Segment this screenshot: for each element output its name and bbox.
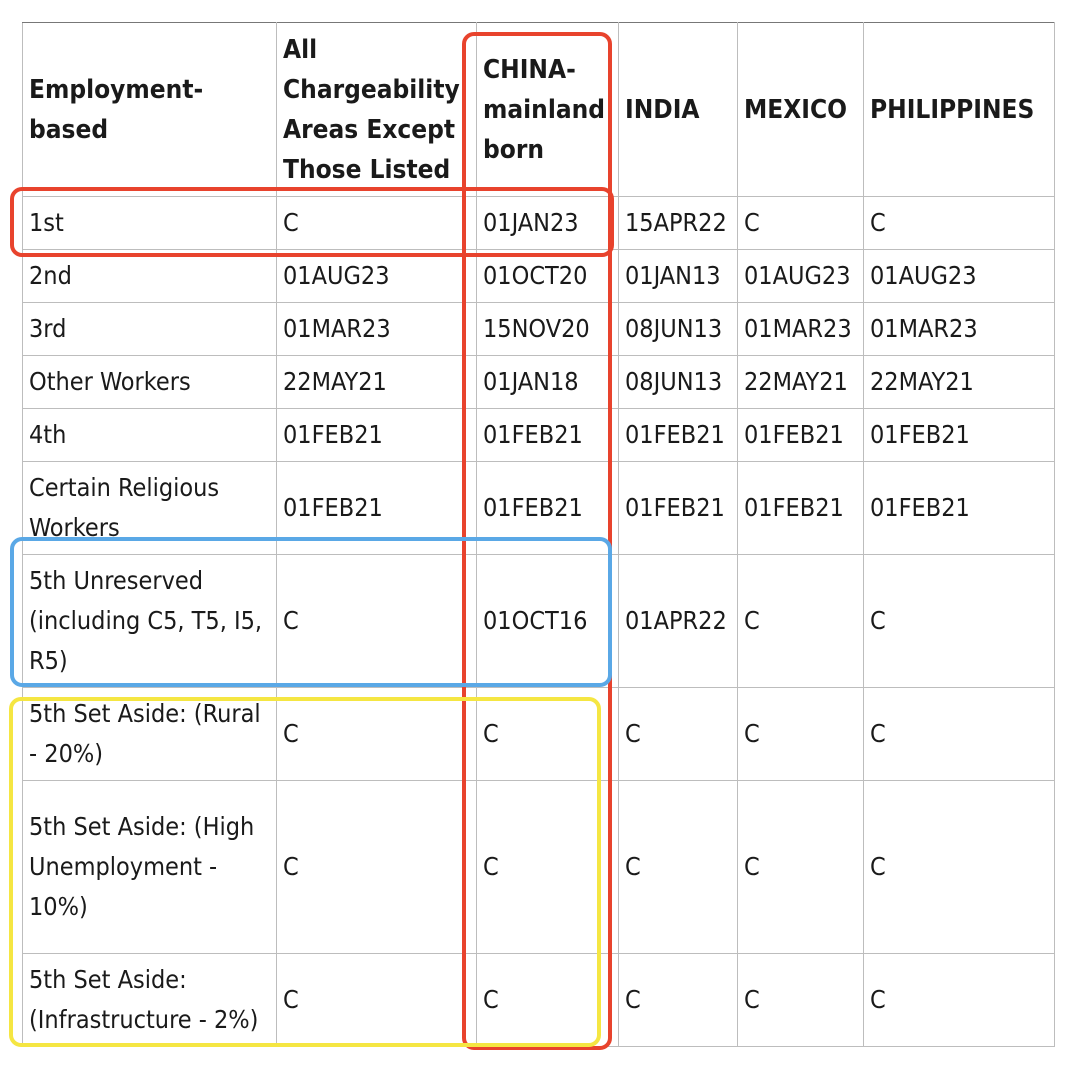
cell-all-areas: C bbox=[277, 954, 477, 1047]
col-header-philippines: PHILIPPINES bbox=[864, 23, 1055, 197]
cell-category: 5th Set Aside: (High Unemployment - 10%) bbox=[23, 781, 277, 954]
table-row bbox=[23, 409, 1055, 462]
cell-china: C bbox=[477, 688, 619, 781]
cell-category: 3rd bbox=[23, 303, 277, 356]
cell-china: 01JAN23 bbox=[477, 197, 619, 250]
cell-india: 01JAN13 bbox=[619, 250, 738, 303]
cell-category: 1st bbox=[23, 197, 277, 250]
cell-mexico: 01FEB21 bbox=[738, 462, 864, 555]
cell-category: 5th Unreserved (including C5, T5, I5, R5) bbox=[23, 555, 277, 688]
cell-philippines: 01AUG23 bbox=[864, 250, 1055, 303]
cell-india: C bbox=[619, 688, 738, 781]
cell-philippines: 01FEB21 bbox=[864, 409, 1055, 462]
table-row bbox=[23, 462, 1055, 555]
cell-category: Certain Religious Workers bbox=[23, 462, 277, 555]
cell-all-areas: 01FEB21 bbox=[277, 409, 477, 462]
cell-india: 01FEB21 bbox=[619, 409, 738, 462]
cell-india: 01APR22 bbox=[619, 555, 738, 688]
cell-category: 2nd bbox=[23, 250, 277, 303]
cell-all-areas: 01AUG23 bbox=[277, 250, 477, 303]
cell-mexico: C bbox=[738, 688, 864, 781]
col-header-category: Employment-based bbox=[23, 23, 277, 197]
cell-mexico: C bbox=[738, 781, 864, 954]
table-row bbox=[23, 688, 1055, 781]
cell-india: C bbox=[619, 781, 738, 954]
cell-mexico: 01MAR23 bbox=[738, 303, 864, 356]
cell-category: Other Workers bbox=[23, 356, 277, 409]
table-row bbox=[23, 303, 1055, 356]
table-row bbox=[23, 555, 1055, 688]
table-row bbox=[23, 250, 1055, 303]
table-row bbox=[23, 356, 1055, 409]
cell-category: 4th bbox=[23, 409, 277, 462]
cell-mexico: 22MAY21 bbox=[738, 356, 864, 409]
cell-mexico: 01FEB21 bbox=[738, 409, 864, 462]
cell-mexico: C bbox=[738, 197, 864, 250]
cell-india: 08JUN13 bbox=[619, 303, 738, 356]
header-row bbox=[23, 23, 1055, 197]
col-header-all-areas: All Chargeability Areas Except Those Listed bbox=[277, 23, 477, 197]
cell-all-areas: C bbox=[277, 781, 477, 954]
table-row bbox=[23, 781, 1055, 954]
table-row bbox=[23, 197, 1055, 250]
cell-mexico: C bbox=[738, 555, 864, 688]
cell-all-areas: C bbox=[277, 555, 477, 688]
cell-india: 01FEB21 bbox=[619, 462, 738, 555]
cell-china: 01OCT20 bbox=[477, 250, 619, 303]
table-row bbox=[23, 954, 1055, 1047]
cell-all-areas: 01FEB21 bbox=[277, 462, 477, 555]
cell-philippines: C bbox=[864, 555, 1055, 688]
cell-all-areas: C bbox=[277, 197, 477, 250]
cell-india: 08JUN13 bbox=[619, 356, 738, 409]
cell-category: 5th Set Aside: (Rural - 20%) bbox=[23, 688, 277, 781]
cell-philippines: C bbox=[864, 954, 1055, 1047]
col-header-india: INDIA bbox=[619, 23, 738, 197]
cell-all-areas: C bbox=[277, 688, 477, 781]
cell-china: C bbox=[477, 954, 619, 1047]
employment-based-table bbox=[22, 22, 1055, 1047]
cell-china: 15NOV20 bbox=[477, 303, 619, 356]
cell-mexico: C bbox=[738, 954, 864, 1047]
table-body bbox=[23, 197, 1055, 1047]
cell-philippines: C bbox=[864, 781, 1055, 954]
cell-china: 01FEB21 bbox=[477, 409, 619, 462]
cell-china: 01JAN18 bbox=[477, 356, 619, 409]
cell-all-areas: 01MAR23 bbox=[277, 303, 477, 356]
cell-philippines: 01MAR23 bbox=[864, 303, 1055, 356]
cell-all-areas: 22MAY21 bbox=[277, 356, 477, 409]
cell-india: C bbox=[619, 954, 738, 1047]
cell-china: 01OCT16 bbox=[477, 555, 619, 688]
col-header-china: CHINA-mainland born bbox=[477, 23, 619, 197]
cell-category: 5th Set Aside: (Infrastructure - 2%) bbox=[23, 954, 277, 1047]
cell-philippines: 01FEB21 bbox=[864, 462, 1055, 555]
cell-india: 15APR22 bbox=[619, 197, 738, 250]
cell-mexico: 01AUG23 bbox=[738, 250, 864, 303]
cell-china: C bbox=[477, 781, 619, 954]
col-header-mexico: MEXICO bbox=[738, 23, 864, 197]
cell-philippines: C bbox=[864, 688, 1055, 781]
cell-philippines: C bbox=[864, 197, 1055, 250]
cell-china: 01FEB21 bbox=[477, 462, 619, 555]
cell-philippines: 22MAY21 bbox=[864, 356, 1055, 409]
